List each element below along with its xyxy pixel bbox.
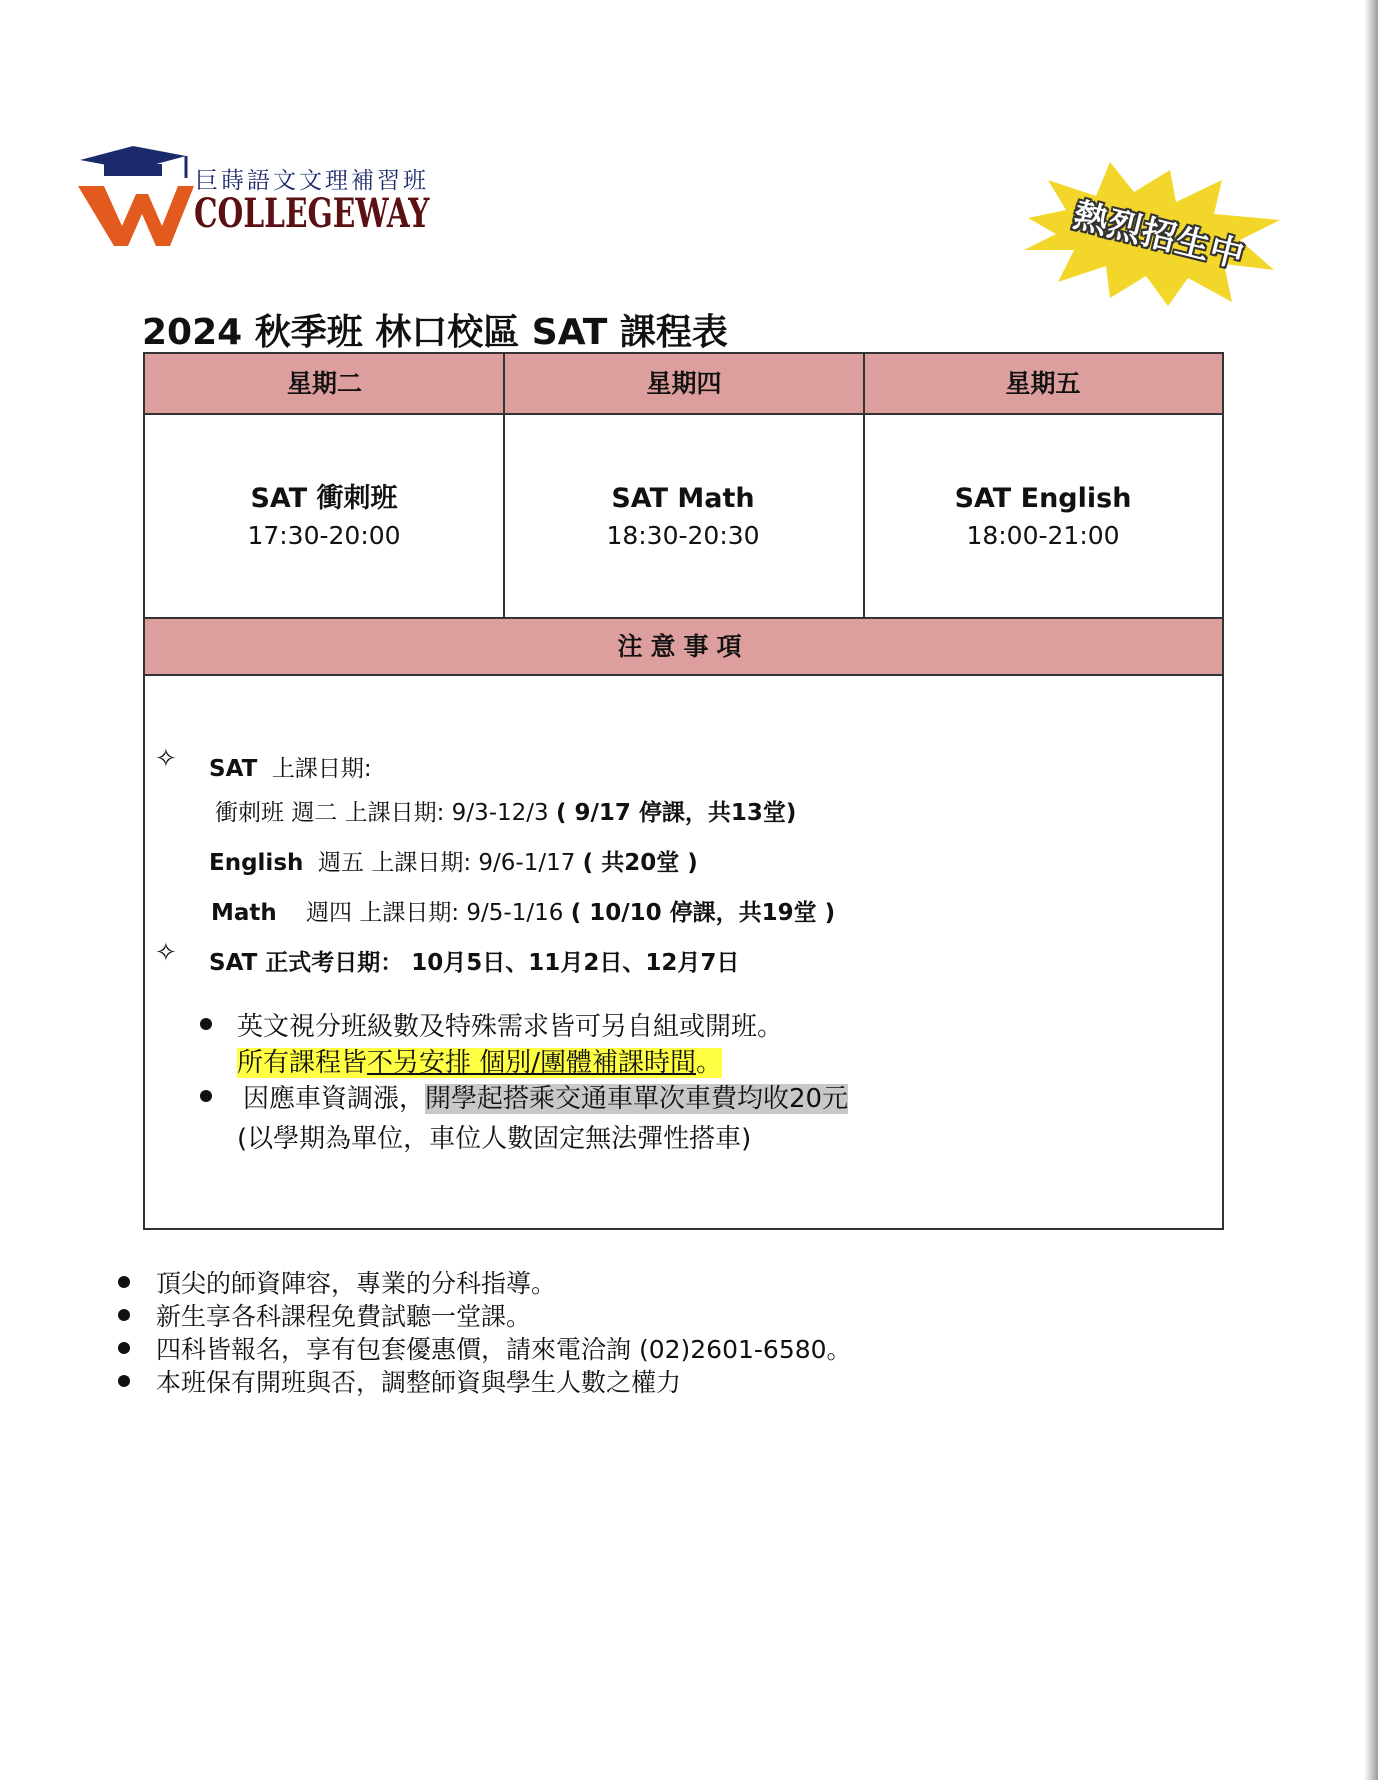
diamond-bullet-icon: ✧ <box>155 744 177 774</box>
bullet-dot-icon <box>118 1375 130 1387</box>
dates-heading <box>209 750 372 783</box>
footer-item-text: 頂尖的師資陣容，專業的分科指導。 <box>156 1269 557 1298</box>
course-cell-thursday <box>504 480 862 554</box>
date-row-text: 週五 上課日期: 9/6-1/17 <box>318 850 576 876</box>
course-time: 18:30-20:30 <box>606 521 760 550</box>
schedule-header-row <box>145 354 1222 415</box>
notes-header: 注意事項 <box>145 617 1222 676</box>
date-row-math <box>211 894 835 927</box>
highlight-text: 。 <box>696 1048 723 1078</box>
bullet-text: 因應車資調漲， <box>243 1084 426 1114</box>
page-edge-shadow <box>1364 0 1378 1780</box>
footer-item-text: 新生享各科課程免費試聽一堂課。 <box>156 1302 532 1331</box>
date-row-label: Math <box>211 900 277 926</box>
exam-dates-value: 10月5日、11月2日、12月7日 <box>411 950 740 976</box>
note-bullet-2-line-1 <box>243 1078 848 1115</box>
bullet-dot-icon <box>118 1276 130 1288</box>
course-time: 18:00-21:00 <box>966 521 1120 550</box>
schedule-table <box>143 352 1224 1230</box>
date-row-label: 衝刺班 <box>215 800 284 826</box>
dates-heading-text: 上課日期: <box>271 756 372 782</box>
logo-chinese-name: 巨蒔語文文理補習班 <box>195 168 429 194</box>
exam-dates-label: SAT 正式考日期： <box>209 950 404 976</box>
underlined-highlight-text: 不另安排 個別/團體補課時間 <box>367 1048 697 1078</box>
course-name: SAT 衝刺班 <box>250 483 398 514</box>
date-row-extra: ( 9/17 停課，共13堂) <box>555 800 797 826</box>
date-row-text: 週二 上課日期: 9/3-12/3 <box>291 800 549 826</box>
note-bullet-1-line-1: 英文視分班級數及特殊需求皆可另自組或開班。 <box>237 1012 784 1042</box>
date-row-english <box>209 844 698 877</box>
day-header-thursday: 星期四 <box>646 369 722 398</box>
highlight-text: 所有課程皆 <box>237 1048 368 1078</box>
course-cell-friday <box>864 480 1222 554</box>
note-bullet-1-line-2 <box>237 1042 722 1079</box>
date-row-extra: ( 10/10 停課，共19堂 ) <box>570 900 836 926</box>
date-row-label: English <box>209 850 304 876</box>
dates-heading-label: SAT <box>209 756 258 782</box>
enrollment-badge <box>1018 158 1288 308</box>
note-bullet-2-line-2: (以學期為單位，車位人數固定無法彈性搭車) <box>237 1124 752 1154</box>
day-header-tuesday: 星期二 <box>286 369 362 398</box>
exam-dates <box>209 944 739 977</box>
bullet-dot-icon <box>118 1342 130 1354</box>
bullet-dot-icon <box>118 1309 130 1321</box>
date-row-extra: ( 共20堂 ) <box>582 850 698 876</box>
gray-highlight-text: 開學起搭乘交通車單次車費均收20元 <box>425 1084 849 1114</box>
diamond-bullet-icon: ✧ <box>155 938 177 968</box>
footer-item-text: 四科皆報名，享有包套優惠價，請來電洽詢 (02)2601-6580。 <box>156 1335 852 1364</box>
footer-item-text: 本班保有開班與否，調整師資與學生人數之權力 <box>156 1368 682 1397</box>
day-header-friday: 星期五 <box>1005 369 1081 398</box>
collegeway-logo <box>78 142 458 250</box>
bullet-dot-icon <box>200 1018 212 1030</box>
page-title: 2024 秋季班 林口校區 SAT 課程表 <box>142 312 728 353</box>
date-row-text: 週四 上課日期: 9/5-1/16 <box>306 900 564 926</box>
course-time: 17:30-20:00 <box>247 521 401 550</box>
badge-text: 熱烈招生中 <box>1069 195 1249 277</box>
logo-english-name: COLLEGEWAY <box>194 190 430 237</box>
date-row-sprint <box>215 794 796 827</box>
bullet-dot-icon <box>200 1090 212 1102</box>
course-name: SAT Math <box>611 483 755 514</box>
course-name: SAT English <box>954 483 1132 514</box>
course-cell-tuesday <box>145 480 503 554</box>
